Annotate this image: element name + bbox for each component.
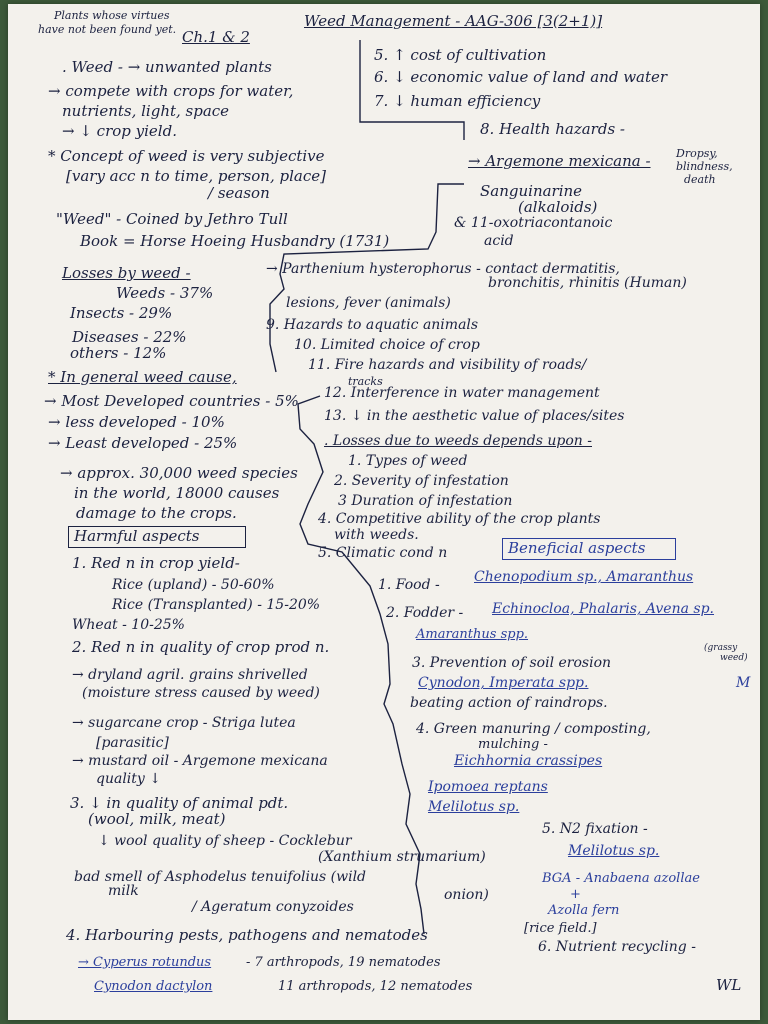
effect-item: 7. ↓ human efficiency	[374, 92, 541, 110]
benefit-item: 4. Green manuring / composting,	[416, 721, 651, 737]
effect-item: 9. Hazards to aquatic animals	[266, 317, 479, 333]
argemone-effect: blindness,	[676, 160, 733, 173]
effect-item: 10. Limited choice of crop	[294, 337, 480, 353]
effect-item: 11. Fire hazards and visibility of roads/	[308, 357, 587, 373]
parthenium-line: → Parthenium hysterophorus - contact dermatitis,	[266, 261, 620, 277]
effect-item: 5. ↑ cost of cultivation	[374, 46, 547, 64]
book-line: Book = Horse Hoeing Husbandry (1731)	[80, 232, 390, 250]
species-name: Eichhornia crassipes	[454, 753, 603, 769]
loss-item: Weeds - 37%	[116, 284, 214, 302]
harmful-item: (wool, milk, meat)	[88, 810, 226, 828]
pest-count: 11 arthropods, 12 nematodes	[278, 979, 473, 994]
species-name: Cynodon dactylon	[94, 979, 213, 994]
beneficial-title: Beneficial aspects	[508, 539, 646, 557]
benefit-item: 2. Fodder -	[386, 605, 464, 621]
notebook-page	[8, 4, 760, 1020]
animal-line: (Xanthium strumarium)	[318, 849, 486, 865]
animal-line: milk	[108, 883, 139, 899]
approx-line: → approx. 30,000 weed species	[60, 464, 298, 482]
depends-item: 5. Climatic cond n	[318, 545, 448, 561]
species-name: → Cyperus rotundus	[78, 955, 212, 970]
depends-item: 2. Severity of infestation	[334, 473, 509, 489]
acid-line: & 11-oxotriacontanoic	[454, 215, 613, 231]
parthenium-line: lesions, fever (animals)	[286, 295, 451, 311]
concept-line: * Concept of weed is very subjective	[48, 147, 325, 165]
harmful-title: Harmful aspects	[74, 527, 200, 545]
quality-line: → dryland agril. grains shrivelled	[72, 667, 308, 683]
quality-line: quality ↓	[96, 771, 161, 787]
margin-mark: M	[736, 675, 751, 691]
losses-title: Losses by weed -	[62, 264, 191, 282]
yield-loss: Rice (upland) - 50-60%	[112, 577, 275, 593]
dev-item: → Least developed - 25%	[48, 434, 238, 452]
loss-item: Insects - 29%	[70, 304, 173, 322]
effect-item: 12. Interference in water management	[324, 385, 600, 401]
depends-item: 1. Types of weed	[348, 453, 468, 469]
effect-item: 8. Health hazards -	[480, 120, 625, 138]
concept-line: [vary acc n to time, person, place]	[66, 167, 326, 185]
animal-line: bad smell of Asphodelus tenuifolius (wild	[74, 869, 367, 885]
species-name: Echinocloa, Phalaris, Avena sp.	[492, 601, 715, 617]
dev-item: → Most Developed countries - 5%	[44, 392, 299, 410]
crop-yield-line: → ↓ crop yield.	[62, 122, 177, 140]
alkaloid-line: Sanguinarine	[480, 182, 583, 200]
pest-count: - 7 arthropods, 19 nematodes	[246, 955, 441, 970]
species-name: Melilotus sp.	[568, 843, 660, 859]
approx-line: damage to the crops.	[76, 504, 237, 522]
concept-line: / season	[208, 184, 270, 202]
quality-line: → mustard oil - Argemone mexicana	[72, 753, 328, 769]
animal-line: ↓ wool quality of sheep - Cocklebur	[98, 833, 352, 849]
harmful-item: 4. Harbouring pests, pathogens and nematodes	[66, 926, 428, 944]
effect-item: tracks	[348, 375, 383, 388]
effect-item: 13. ↓ in the aesthetic value of places/sites	[324, 408, 625, 424]
animal-line: onion)	[444, 887, 489, 903]
species-name: Amaranthus spp.	[416, 627, 529, 642]
depends-item: 3 Duration of infestation	[338, 493, 513, 509]
yield-loss: Rice (Transplanted) - 15-20%	[112, 597, 321, 613]
benefit-item: 6. Nutrient recycling -	[538, 939, 696, 955]
alkaloid-line: (alkaloids)	[518, 198, 598, 216]
species-name: Ipomoea reptans	[428, 779, 548, 795]
depends-item: with weeds.	[334, 527, 419, 543]
benefit-item: 3. Prevention of soil erosion	[412, 655, 612, 671]
quality-line: (moisture stress caused by weed)	[82, 685, 320, 701]
chapters-label: Ch.1 & 2	[182, 28, 250, 46]
signature: WL	[716, 976, 742, 994]
compete-line: nutrients, light, space	[62, 102, 230, 120]
harmful-item: 3. ↓ in quality of animal pdt.	[70, 794, 289, 812]
species-name: Chenopodium sp., Amaranthus	[474, 569, 694, 585]
depends-title: . Losses due to weeds depends upon -	[324, 433, 592, 449]
benefit-detail: beating action of raindrops.	[410, 695, 608, 711]
argemone-effect: death	[684, 173, 716, 186]
quality-line: [parasitic]	[96, 735, 169, 751]
approx-line: in the world, 18000 causes	[74, 484, 280, 502]
bga-line: BGA - Anabaena azollae	[542, 871, 700, 886]
argemone-line: → Argemone mexicana -	[468, 152, 651, 170]
corner-note: have not been found yet.	[38, 23, 177, 36]
loss-item: others - 12%	[70, 344, 167, 362]
benefit-item: 5. N2 fixation -	[542, 821, 648, 837]
erosion-note: weed)	[720, 653, 748, 663]
dev-item: → less developed - 10%	[48, 413, 225, 431]
page-title: Weed Management - AAG-306 [3(2+1)]	[304, 12, 603, 30]
compete-line: → compete with crops for water,	[48, 82, 294, 100]
corner-note: Plants whose virtues	[54, 9, 170, 22]
quality-line: → sugarcane crop - Striga lutea	[72, 715, 296, 731]
benefit-item: mulching -	[478, 737, 548, 752]
coined-by: "Weed" - Coined by Jethro Tull	[56, 210, 288, 228]
harmful-item: 2. Red n in quality of crop prod n.	[72, 638, 330, 656]
depends-item: 4. Competitive ability of the crop plants	[318, 511, 601, 527]
weed-definition: . Weed - → unwanted plants	[62, 58, 272, 76]
harmful-item: 1. Red n in crop yield-	[72, 554, 240, 572]
loss-item: Diseases - 22%	[72, 328, 187, 346]
erosion-note: (grassy	[704, 643, 738, 653]
species-name: Cynodon, Imperata spp.	[418, 675, 589, 691]
bga-line: +	[570, 887, 581, 902]
animal-line: / Ageratum conyzoides	[192, 899, 354, 915]
bga-line: Azolla fern	[548, 903, 620, 918]
yield-loss: Wheat - 10-25%	[72, 617, 185, 633]
general-heading: * In general weed cause,	[48, 368, 237, 386]
parthenium-line: bronchitis, rhinitis (Human)	[488, 275, 687, 291]
benefit-item: 1. Food -	[378, 577, 440, 593]
effect-item: 6. ↓ economic value of land and water	[374, 68, 668, 86]
argemone-effect: Dropsy,	[676, 147, 718, 160]
species-name: Melilotus sp.	[428, 799, 520, 815]
bga-line: [rice field.]	[524, 921, 597, 936]
acid-line: acid	[484, 233, 514, 249]
